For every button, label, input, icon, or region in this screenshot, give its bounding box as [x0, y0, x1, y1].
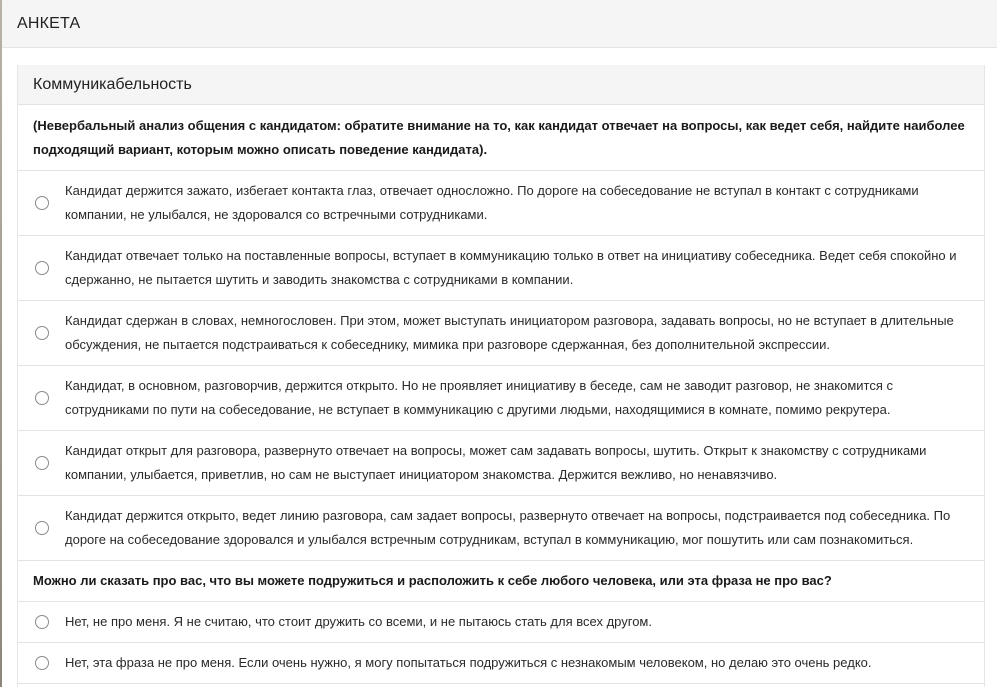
radio-button[interactable]	[35, 261, 49, 275]
page-title: АНКЕТА	[17, 15, 81, 32]
answer-option[interactable]	[18, 366, 984, 431]
radio-button[interactable]	[35, 521, 49, 535]
radio-button[interactable]	[35, 615, 49, 629]
radio-button[interactable]	[35, 391, 49, 405]
answer-label[interactable]: Кандидат держится зажато, избегает контакта глаз, отвечает односложно. По дороге на собеседование не вступал в контакт с сотрудниками компании, не улыбался, не здоровался со встречными сотрудниками.	[65, 183, 919, 222]
answer-option[interactable]	[18, 171, 984, 236]
answer-label[interactable]: Кандидат, в основном, разговорчив, держится открыто. Но не проявляет инициативу в беседе, сам не заводит разговор, не знакомится с сотрудниками по пути на собеседование, не вступает в коммуникацию с другими людьми, находящимися в комнате, помимо рекрутера.	[65, 378, 894, 417]
section-header	[18, 65, 984, 105]
answer-label[interactable]: Нет, не про меня. Я не считаю, что стоит дружить со всеми, и не пытаюсь стать для всех другом.	[65, 614, 652, 629]
answer-option[interactable]	[18, 643, 984, 684]
answer-option[interactable]	[18, 431, 984, 496]
answer-option[interactable]	[18, 301, 984, 366]
question-text: Можно ли сказать про вас, что вы можете подружиться и расположить к себе любого человека, или эта фраза не про вас?	[18, 561, 984, 602]
answer-label[interactable]: Кандидат отвечает только на поставленные вопросы, вступает в коммуникацию только в ответ на инициативу собеседника. Ведет себя спокойно и сдержанно, не пытается шутить и заводить знакомства с сотрудниками в компании.	[65, 248, 957, 287]
radio-button[interactable]	[35, 656, 49, 670]
answer-option[interactable]	[18, 496, 984, 561]
radio-button[interactable]	[35, 196, 49, 210]
radio-button[interactable]	[35, 456, 49, 470]
answer-label[interactable]: Кандидат открыт для разговора, развернуто отвечает на вопросы, может сам задавать вопросы, шутить. Открыт к знакомству с сотрудниками компании, улыбается, приветлив, но сам не выступает инициатором знакомства. Держится вежливо, но ненавязчиво.	[65, 443, 927, 482]
window-edge	[0, 0, 2, 687]
questionnaire-card	[17, 65, 985, 687]
section-title: Коммуникабельность	[33, 76, 192, 93]
answer-label[interactable]: Кандидат сдержан в словах, немногословен. При этом, может выступать инициатором разговора, задавать вопросы, но не вступает в длительные обсуждения, не пытается подстраиваться к собеседнику, мимика при разговоре сдержанная, без дополнительной экспрессии.	[65, 313, 954, 352]
radio-button[interactable]	[35, 326, 49, 340]
top-bar	[2, 0, 997, 48]
answer-label[interactable]: Кандидат держится открыто, ведет линию разговора, сам задает вопросы, развернуто отвечает на вопросы, подстраивается под собеседника. По дороге на собеседование здоровался и улыбался встречным сотрудникам, вступал в коммуникацию, мог пошутить или сам познакомиться.	[65, 508, 951, 547]
answer-label[interactable]: Нет, эта фраза не про меня. Если очень нужно, я могу попытаться подружиться с незнакомым человеком, но делаю это очень редко.	[65, 655, 872, 670]
question-text: (Невербальный анализ общения с кандидатом: обратите внимание на то, как кандидат отвечает на вопросы, как ведет себя, найдите наиболее подходящий вариант, которым можно описать поведение кандидата).	[18, 105, 984, 171]
answer-option[interactable]	[18, 602, 984, 643]
answer-option[interactable]	[18, 236, 984, 301]
